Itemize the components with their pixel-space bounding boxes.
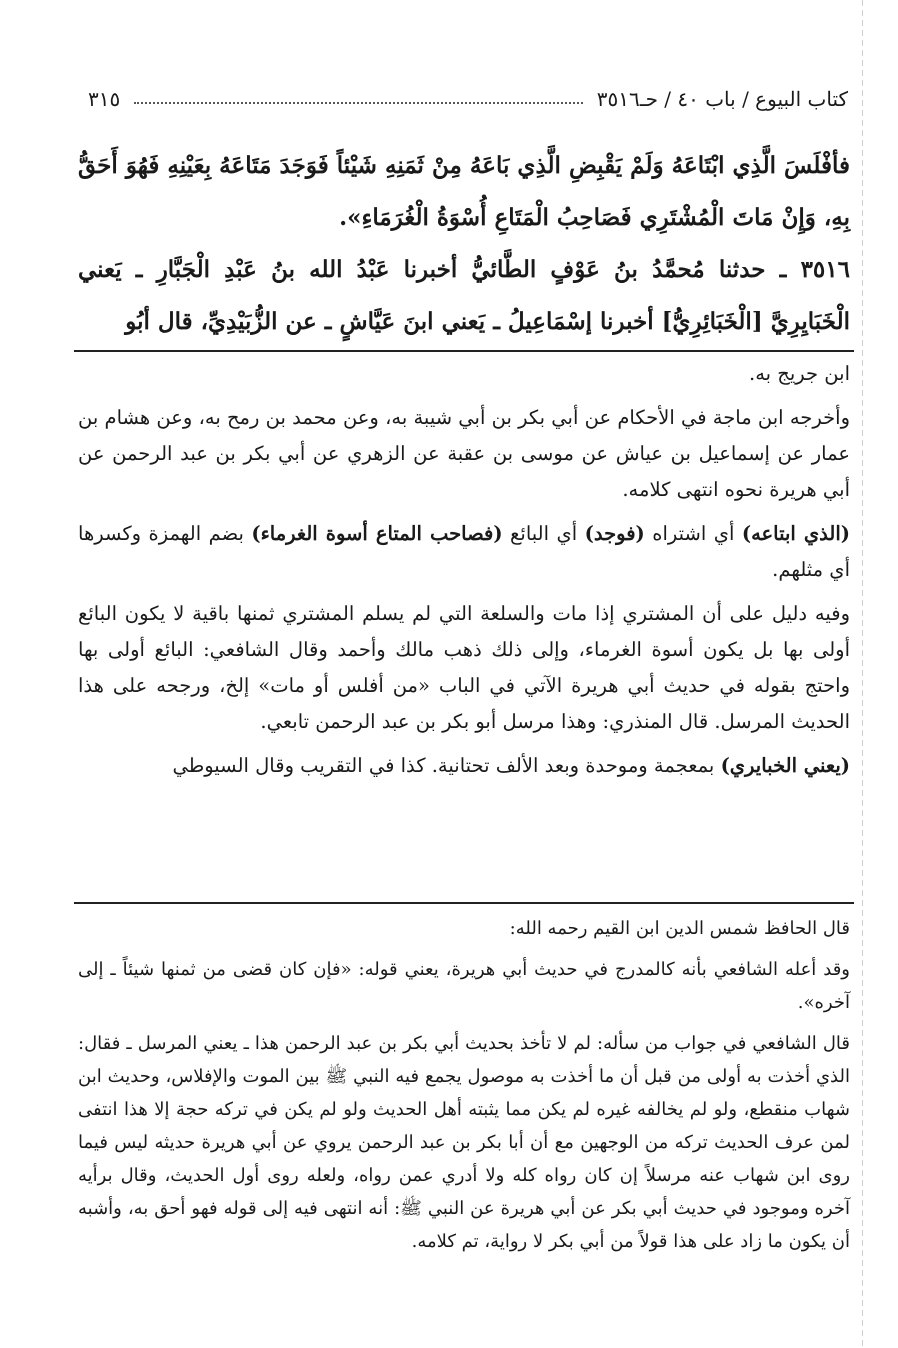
hadith-text — [78, 140, 850, 348]
header-dotted-leader — [134, 102, 583, 104]
term-3: (فصاحب المتاع أسوة الغرماء) — [251, 522, 503, 545]
term-4: (يعني الخبايري) — [720, 754, 850, 777]
commentary-p1: ابن جريج به. — [749, 362, 850, 385]
ibn-qayyim-p3: قال الشافعي في جواب من سأله: لم لا تأخذ بحديث أبي بكر بن عبد الرحمن هذا ـ يعني المرسل ـ فقال: الذي أخذت به أولى من قبل أن ما أخذت به موصول يجمع فيه النبي ﷺ بين الموت والإفلاس، وحديث ابن شهاب منقطع، ولو لم يخالفه غيره لم يكن مما يثبته أهل الحديث ولو لم يكن في تركه حجة إلا هذا انتفى لمن عرف الحديث تركه من الوجهين مع أن أبا بكر بن عبد الرحمن يروي عن أبي هريرة حديثه ليس فيما روى ابن شهاب عنه مرسلاً إن كان رواه كله ولا أدري عمن رواه، ولعله روى أول الحديث، وقال برأيه آخره وموجود في حديث أبي بكر عن أبي هريرة عن النبي ﷺ: أنه انتهى فيه إلى قوله فهو أحق به، وأشبه أن يكون ما زاد على هذا قولاً من أبي بكر لا رواية، تم كلامه. — [78, 1033, 850, 1252]
section-divider-2 — [74, 902, 854, 904]
ibn-qayyim-section — [78, 912, 850, 1266]
hadith-continuation: فأفْلَسَ الَّذِي ابْتَاعَهُ وَلَمْ يَقْبِضِ الَّذِي بَاعَهُ مِنْ ثَمَنِهِ شَيْئاً فَوَجَدَ مَتَاعَهُ بِعَيْنِهِ فَهُوَ أَحَقُّ بِهِ، وَإِنْ مَاتَ الْمُشْتَرِي فَصَاحِبُ الْمَتَاعِ أُسْوَةُ الْغُرَمَاءِ». — [78, 152, 850, 231]
hadith-paragraph — [78, 244, 850, 348]
hadith-isnad: ـ حدثنا مُحمَّدُ بنُ عَوْفٍ الطَّائيُّ أخبرنا عَبْدُ الله بنُ عَبْدِ الْجَبَّارِ ـ يَعني الْخَبَايِرِيَّ [الْخَبَائِرِيُّ] أخبرنا إسْمَاعِيلُ ـ يَعني ابنَ عَيَّاشٍ ـ عن الزُّبَيْدِيِّ، قال أبُو — [78, 256, 850, 335]
term-1: (الذي ابتاعه) — [741, 522, 850, 545]
commentary-p2: وأخرجه ابن ماجة في الأحكام عن أبي بكر بن أبي شيبة به، وعن محمد بن رمح به، وعن هشام بن عمار عن إسماعيل بن عياش عن موسى بن عقبة عن الزهري عن أبي بكر بن عبد الرحمن عن أبي هريرة نحوه انتهى كلامه. — [78, 406, 850, 501]
ibn-qayyim-heading: قال الحافظ شمس الدين ابن القيم رحمه الله: — [509, 918, 850, 939]
commentary-p5 — [78, 748, 850, 784]
page-header — [88, 84, 848, 114]
gloss-2: أي البائع — [502, 522, 585, 545]
running-title: كتاب البيوع / باب ٤٠ / حـ٣٥١٦ — [596, 87, 848, 111]
ibn-qayyim-p2: وقد أعله الشافعي بأنه كالمدرج في حديث أبي هريرة، يعني قوله: «فإن كان قضى من ثمنها شيئاً ـ إلى آخره». — [78, 959, 851, 1013]
hadith-number: ٣٥١٦ — [800, 256, 850, 283]
gloss-1: أي اشتراه — [644, 522, 742, 545]
term-2: (فوجد) — [584, 522, 645, 545]
commentary-section — [78, 356, 850, 792]
commentary-p4: وفيه دليل على أن المشتري إذا مات والسلعة التي لم يسلم المشتري ثمنها باقية لا يكون البائع أولى بها بل يكون أسوة الغرماء، وإلى ذلك ذهب مالك وأحمد وقال الشافعي: البائع أولى بها واحتج بقوله في حديث أبي هريرة الآتي في الباب «من أفلس أو مات» إلخ، ورجحه على هذا الحديث المرسل. قال المنذري: وهذا مرسل أبو بكر بن عبد الرحمن تابعي. — [78, 602, 850, 733]
page-number: ٣١٥ — [88, 87, 121, 111]
commentary-p3 — [78, 516, 850, 588]
section-divider-1 — [74, 350, 854, 352]
gloss-3: بضم الهمزة وكسرها أي مثلهم. — [78, 522, 850, 581]
binding-gutter-line — [862, 0, 863, 1348]
gloss-4: بمعجمة وموحدة وبعد الألف تحتانية. كذا في التقريب وقال السيوطي — [172, 754, 721, 777]
